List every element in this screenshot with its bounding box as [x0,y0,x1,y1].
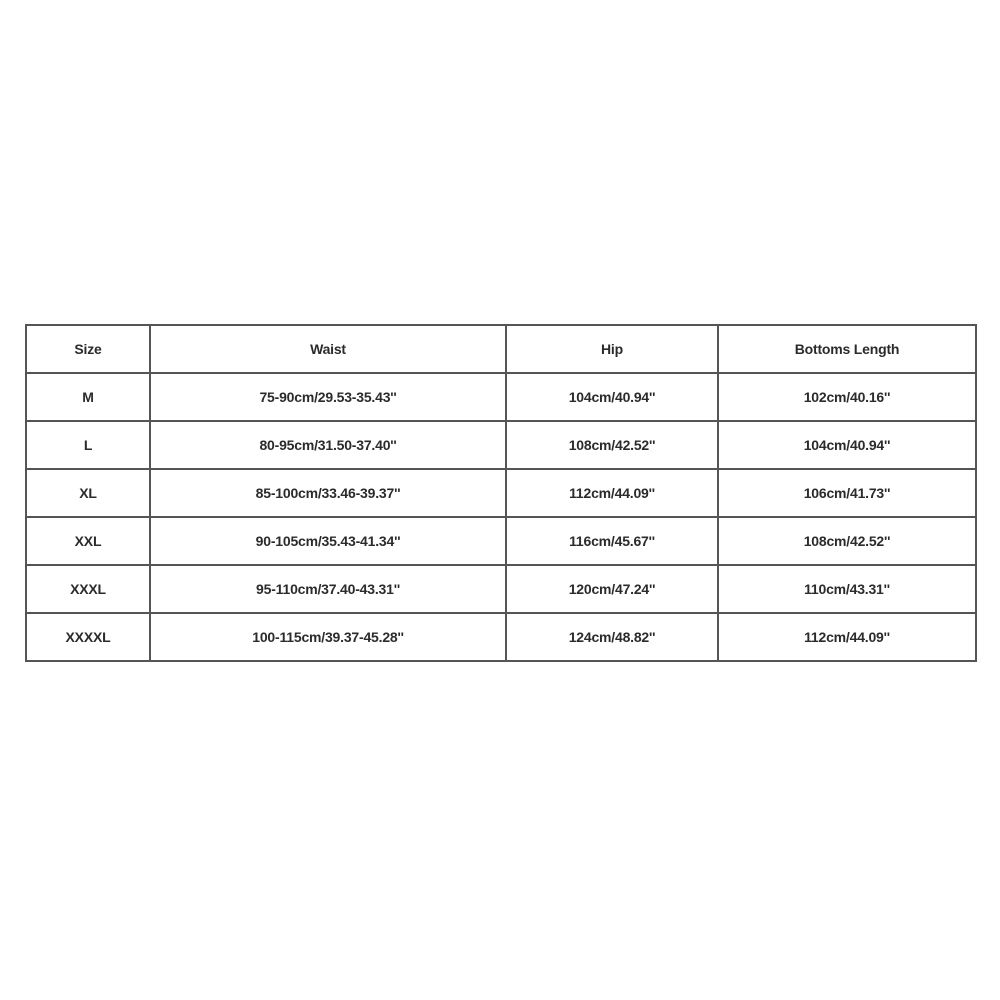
table-body [26,373,976,661]
bottoms-length-cell: 112cm/44.09'' [718,613,976,661]
table-row [26,421,976,469]
hip-cell: 112cm/44.09'' [506,469,718,517]
header-row [26,325,976,373]
hip-column-header: Hip [506,325,718,373]
bottoms-length-cell: 108cm/42.52'' [718,517,976,565]
bottoms-length-cell: 104cm/40.94'' [718,421,976,469]
waist-cell: 90-105cm/35.43-41.34'' [150,517,506,565]
waist-cell: 75-90cm/29.53-35.43'' [150,373,506,421]
size-cell: L [26,421,150,469]
bottoms-length-cell: 106cm/41.73'' [718,469,976,517]
bottoms-length-cell: 110cm/43.31'' [718,565,976,613]
size-cell: XXXL [26,565,150,613]
waist-cell: 100-115cm/39.37-45.28'' [150,613,506,661]
hip-cell: 116cm/45.67'' [506,517,718,565]
table-row [26,373,976,421]
hip-cell: 104cm/40.94'' [506,373,718,421]
size-chart-table [25,324,977,662]
hip-cell: 120cm/47.24'' [506,565,718,613]
size-cell: M [26,373,150,421]
hip-cell: 124cm/48.82'' [506,613,718,661]
bottoms-length-cell: 102cm/40.16'' [718,373,976,421]
waist-cell: 95-110cm/37.40-43.31'' [150,565,506,613]
waist-cell: 80-95cm/31.50-37.40'' [150,421,506,469]
table-row [26,469,976,517]
bottoms-length-column-header: Bottoms Length [718,325,976,373]
size-cell: XXL [26,517,150,565]
table-header [26,325,976,373]
waist-column-header: Waist [150,325,506,373]
table-row [26,613,976,661]
table-row [26,565,976,613]
waist-cell: 85-100cm/33.46-39.37'' [150,469,506,517]
size-cell: XL [26,469,150,517]
table-row [26,517,976,565]
size-cell: XXXXL [26,613,150,661]
hip-cell: 108cm/42.52'' [506,421,718,469]
size-column-header: Size [26,325,150,373]
